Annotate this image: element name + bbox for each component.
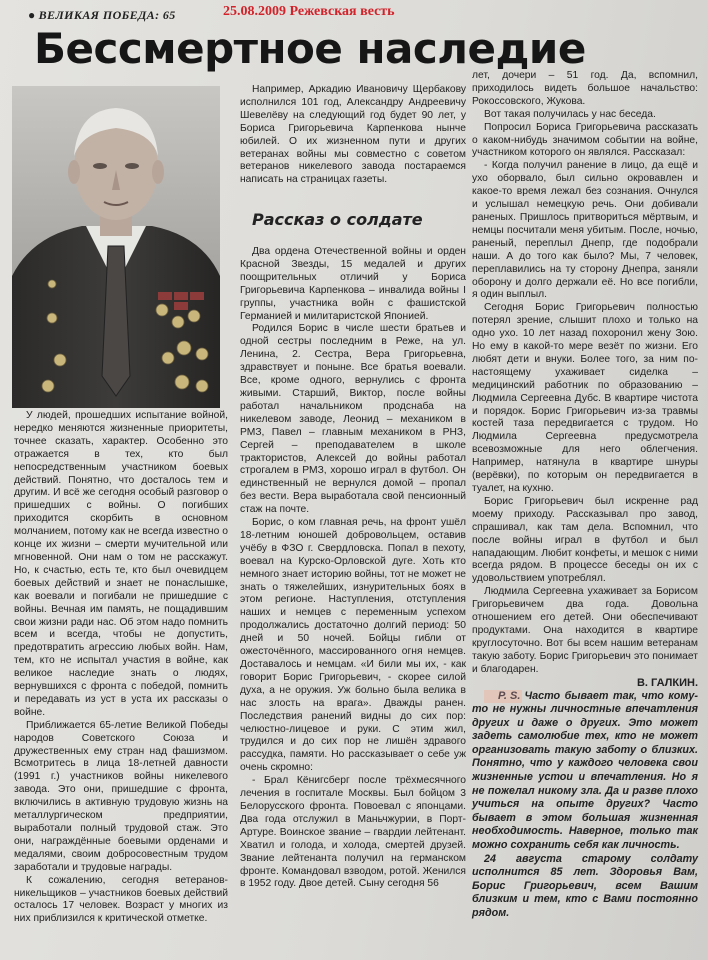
paragraph: Родился Борис в числе шести братьев и одной сестры последним в Реже, на ул. Ленина, 2. Сестра, Вера Григорьевна, здравствует и поныне. Все братья воевали. Все, кроме одного, вернулись с фронта живыми. Старший, Виктор, после войны работал начальником продснаба на никелевом заводе, Леонид – механиком в РМЗ, Павел – главным механиком в РНЗ, Сергей – преподавателем в школе трактористов, Алексей до войны работал строгалем в РМЗ, хорошо играл в футбол. Он единственный не вернулся домой – пропал без вести. Вера выработала свой пенсионный стаж на почте.	[240, 323, 466, 516]
paragraph: У людей, прошедших испытание войной, нередко меняются жизненные приоритеты, точнее сказать, характер. Особенно это отражается в тех, кто был непосредственным участником боевых действий. Понятно, что досталось тем и другим. И всё же сегодня особый разговор о пришедших с войны. О погибших приходится скорбить в основном молчанием, потому как не всегда известно о конце их жизни – смерти мучительной или мгновенной. Они нам о том не расскажут. Но, к счастью, есть те, кто был очевидцем боевых действий и знает не понаслышке, как воевали и погибали не пришедшие с войны. Вечная им память, не пощадившим свои жизни ради нас. Об этом надо помнить всем и всегда, чтобы не допустить, предотвратить агрессию любых войн. Нам, тем, кто не испытал участия в войне, как великое наследие знать о людях, вернувшихся с фронта с победой, помнить и передавать из уст в уста их рассказы о войне.	[14, 410, 228, 718]
paragraph: лет, дочери – 51 год. Да, вспомнил, приходилось видеть большое начальство: Рокоссовского, Жукова.	[472, 70, 698, 107]
page-header	[28, 6, 448, 22]
column-2	[240, 246, 466, 891]
paragraph: Борис, о ком главная речь, на фронт ушёл 18-летним юношей добровольцем, оставив учёбу в ФЗО г. Свердловска. Попал в пехоту, воевал на Курско-Орловской дуге. Хоть кто немного знает историю войны, тот не может не знать о тяжелейших, изнурительных боях в этом регионе. Наступления, отступления наших и немцев с переменным успехом продолжались достаточно долгий период: 50 дней и 50 ночей. Бойцы гибли от ожесточённого, массированного огня немцев. Доставалось и немцам. «И били мы их, - как говорит Борис Григорьевич, - скорее силой духа, а не оружия. Уж больно была велика в нас злость на врага». Дважды ранен. Последствия ранений видны до сих пор: челюстно-лицевое и руки. С этим жил, трудился и до сих пор не лишён здравого рассудка, памяти. Но рассказывает о себе уж очень скромно:	[240, 517, 466, 774]
paragraph: Людмила Сергеевна ухаживает за Борисом Григорьевичем два года. Довольна отношением его детей. Они обеспечивают продуктами. Она находится в квартире круглосуточно. Вот бы всем нашим ветеранам такую заботу. Борис Григорьевич это понимает и благодарен.	[472, 586, 698, 675]
column-2-intro	[240, 84, 466, 187]
paragraph: Сегодня Борис Григорьевич полностью потерял зрение, слышит плохо и только на одно ухо. 10 лет назад похоронил жену Зою. Но ему в какой-то мере везёт по жизни. Его любят дети и внуки. Более того, за ним по-настоящему ухаживает сиделка – медицинский работник по образованию – Людмила Сергеевна Дубс. В квартире чистота и порядок. Борис Григорьевич из-за травмы костей таза передвигается с трудом. Но Людмила Сергеевна предусмотрела всевозможные для него облегчения. Например, натянула в квартире шнуры (верёвки), по которым он передвигается в туалет, на кухню.	[472, 302, 698, 494]
paragraph: Например, Аркадию Ивановичу Щербакову исполнился 101 год, Александру Андреевичу Шевелёву на следующий год будет 90 лет, у Бориса Григорьевича Карпенкова нынче юбилей. О их жизненном пути и других ветеранах войны мы совместно с советом ветеранов никелевого завода постараемся написать на страницах газеты.	[240, 84, 466, 186]
source-tag: 25.08.2009 Режевская весть	[223, 4, 395, 19]
rubric	[28, 8, 176, 22]
ps-text: Часто бывает так, что кому-то не нужны личностные впечатления других и даже о других. Это может задеть самолюбие тех, кто не может организовать такую заботу о близких. Понятно, что у каждого человека свои жизненные устои и впечатления. Но я не пожелал никому зла. Да и разве плохо учиться на опыте других? Часто бывает в этом большая жизненная необходимость. Наверное, только так можно сохранить себя как личность.	[472, 689, 698, 852]
bullet-icon: ●	[28, 8, 36, 22]
paragraph: Два ордена Отечественной войны и орден Красной Звезды, 15 медалей и других поощрительных отличий у Бориса Григорьевича Карпенкова – инвалида войны I группы, участника войн с фашистской Германией и милитаристской Японией.	[240, 246, 466, 322]
paragraph: Попросил Бориса Григорьевича рассказать о каком-нибудь значимом событии на войне, участником которого он являлся. Рассказал:	[472, 121, 698, 159]
column-3	[472, 70, 698, 921]
veteran-portrait-image	[12, 86, 220, 408]
rubric-text: ВЕЛИКАЯ ПОБЕДА: 65	[38, 8, 176, 22]
veteran-photo	[12, 86, 220, 408]
author-signature: В. ГАЛКИН.	[636, 676, 698, 689]
paragraph: - Когда получил ранение в лицо, да ещё и ухо оборвало, был сильно окровавлен и какое-то время лежал без сознания. Очнулся и услышал немецкую речь. Они добивали раненых. Пришлось притвориться мёртвым, и немцы посчитали меня убитым. После, ночью, раненый, переплыл Днепр, где подобрали наши. А до того как было? Мы, 7 человек, переплавились на ту сторону Днепра, заняли оборону и долго держали её. Но все погибли, я один выплыл.	[472, 160, 698, 301]
paragraph: - Брал Кёнигсберг после трёхмесячного лечения в госпитале Москвы. Был бойцом 3 Белорусского фронта. Повоевал с японцами. Два года отслужил в Маньчжурии, в Порт-Артуре. Воинское звание – гвардии лейтенант. Хватил и голода, и холода, смертей друзей. Звание лейтенанта получил на германском фронте. Командовал взводом, ротой. Женился в 1952 году. Двое детей. Сыну сегодня 56	[240, 775, 466, 890]
paragraph: Вот такая получилась у нас беседа.	[484, 108, 656, 120]
paragraph: Борис Григорьевич был искренне рад моему приходу. Рассказывал про завод, спрашивал, как там дела. Вспомнил, что после войны играл в футбол и был нападающим. Любит конфеты, и мешок с ними всегда рядом. В процессе беседы он их с удовольствием употреблял.	[472, 495, 698, 585]
birthday-wish: 24 августа старому солдату исполнится 85 лет. Здоровья Вам, Борис Григорьевич, всем Вашим близким и тем, кто с Вами постоянно рядом.	[472, 852, 698, 919]
postscript	[472, 690, 698, 853]
paragraph: К сожалению, сегодня ветеранов-никельщиков – участников боевых действий осталось 17 человек. Возраст у многих из них приблизился к критической отметке.	[14, 874, 228, 925]
page-title: Бессмертное наследие	[34, 24, 586, 73]
paragraph: Приближается 65-летие Великой Победы народов Советского Союза и дружественных ему стран над фашизмом. Всмотритесь в лица 18-летней давности (1991 г.) участников войны никелевого завода. Это они, пришедшие с фронта, включились в активную трудовую жизнь на металлургическом предприятии, выработали полный трудовой стаж. Это они, награждённые боевыми орденами и медалями, своим добросовестным трудом заработали и трудовые награды.	[14, 719, 228, 873]
column-1	[14, 410, 228, 926]
subheading: Рассказ о солдате	[252, 210, 423, 229]
ps-mark: P. S.	[484, 690, 522, 704]
